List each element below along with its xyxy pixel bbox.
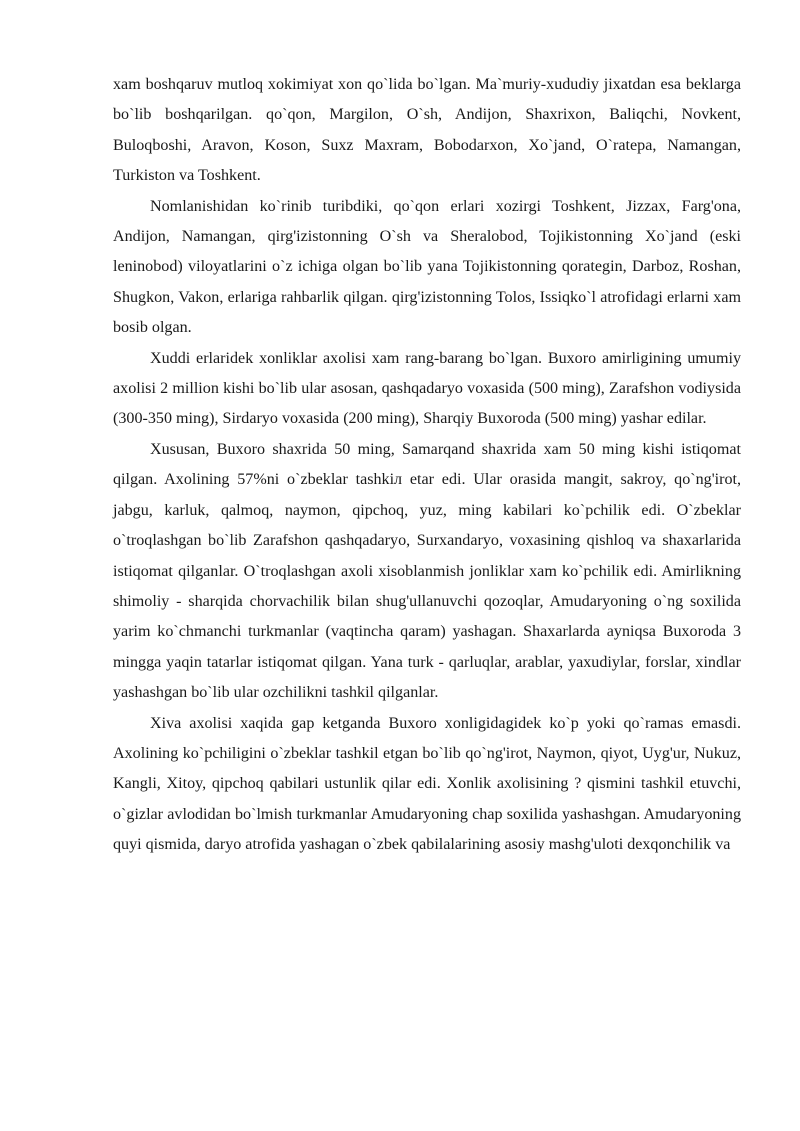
paragraph-3: Xuddi erlaridek xonliklar axolisi xam rang-barang bo`lgan. Buxoro amirligining umumiy axolisi 2 million kishi bo`lib ular asosan, qashqadaryo voxasida (500 ming), Zarafshon vodiysida (300-350 ming), Sirdaryo voxasida (200 ming), Sharqiy Buxoroda (500 ming) yashar edilar.: [113, 349, 741, 428]
paragraph-5: Xiva axolisi xaqida gap ketganda Buxoro xonligidagidek ko`p yoki qo`ramas emasdi. Axolining ko`pchiligini o`zbeklar tashkil etgan bo`lib qo`ng'irot, Naymon, qiyot, Uyg'ur, Nukuz, Kangli, Xitoy, qipchoq qabilari ustunlik qilar edi. Xonlik axolisining ? qismini tashkil etuvchi, o`gizlar avlodidan bo`lmish turkmanlar Amudaryoning chap soxilida yashashgan. Amudaryoning quyi qismida, daryo atrofida yashagan o`zbek qabilalarining asosiy mashg'uloti dexqonchilik va: [113, 714, 741, 854]
document-body: [113, 70, 741, 861]
paragraph-4: Xususan, Buxoro shaxrida 50 ming, Samarqand shaxrida xam 50 ming kishi istiqomat qilgan. Axolining 57%ni o`zbeklar tashkiл etar edi. Ular orasida mangit, sakroy, qo`ng'irot, jabgu, karluk, qalmoq, naymon, qipchoq, yuz, ming kabilari ko`pchilik edi. O`zbeklar o`troqlashgan bo`lib Zarafshon qashqadaryo, Surxandaryo, voxasining qishloq va shaxarlarida istiqomat qilganlar. O`troqlashgan axoli xisoblanmish jonliklar xam ko`pchilik edi. Amirlikning shimoliy - sharqida chorvachilik bilan shug'ullanuvchi qozoqlar, Amudaryoning o`ng soxilida yarim ko`chmanchi turkmanlar (vaqtincha qaram) yashagan. Shaxarlarda ayniqsa Buxoroda 3 mingga yaqin tatarlar istiqomat qilgan. Yana turk - qarluqlar, arablar, yaxudiylar, forslar, xindlar yashashgan bo`lib ular ozchilikni tashkil qilganlar.: [113, 440, 741, 702]
paragraph-2: Nomlanishidan ko`rinib turibdiki, qo`qon erlari xozirgi Toshkent, Jizzax, Farg'ona, Andijon, Namangan, qirg'izistonning O`sh va Sheralobod, Tojikistonning Xo`jand (eski leninobod) viloyatlarini o`z ichiga olgan bo`lib yana Tojikistonning qorategin, Darboz, Roshan, Shugkon, Vakon, erlariga rahbarlik qilgan. qirg'izistonning Tolos, Issiqko`l atrofidagi erlarni xam bosib olgan.: [113, 197, 741, 337]
paragraph-1: xam boshqaruv mutloq xokimiyat xon qo`lida bo`lgan. Ma`muriy-xududiy jixatdan esa beklarga bo`lib boshqarilgan. qo`qon, Margilon, O`sh, Andijon, Shaxrixon, Baliqchi, Novkent, Buloqboshi, Aravon, Koson, Suxz Maxram, Bobodarxon, Xo`jand, O`ratepa, Namangan, Turkiston va Toshkent.: [113, 76, 741, 185]
